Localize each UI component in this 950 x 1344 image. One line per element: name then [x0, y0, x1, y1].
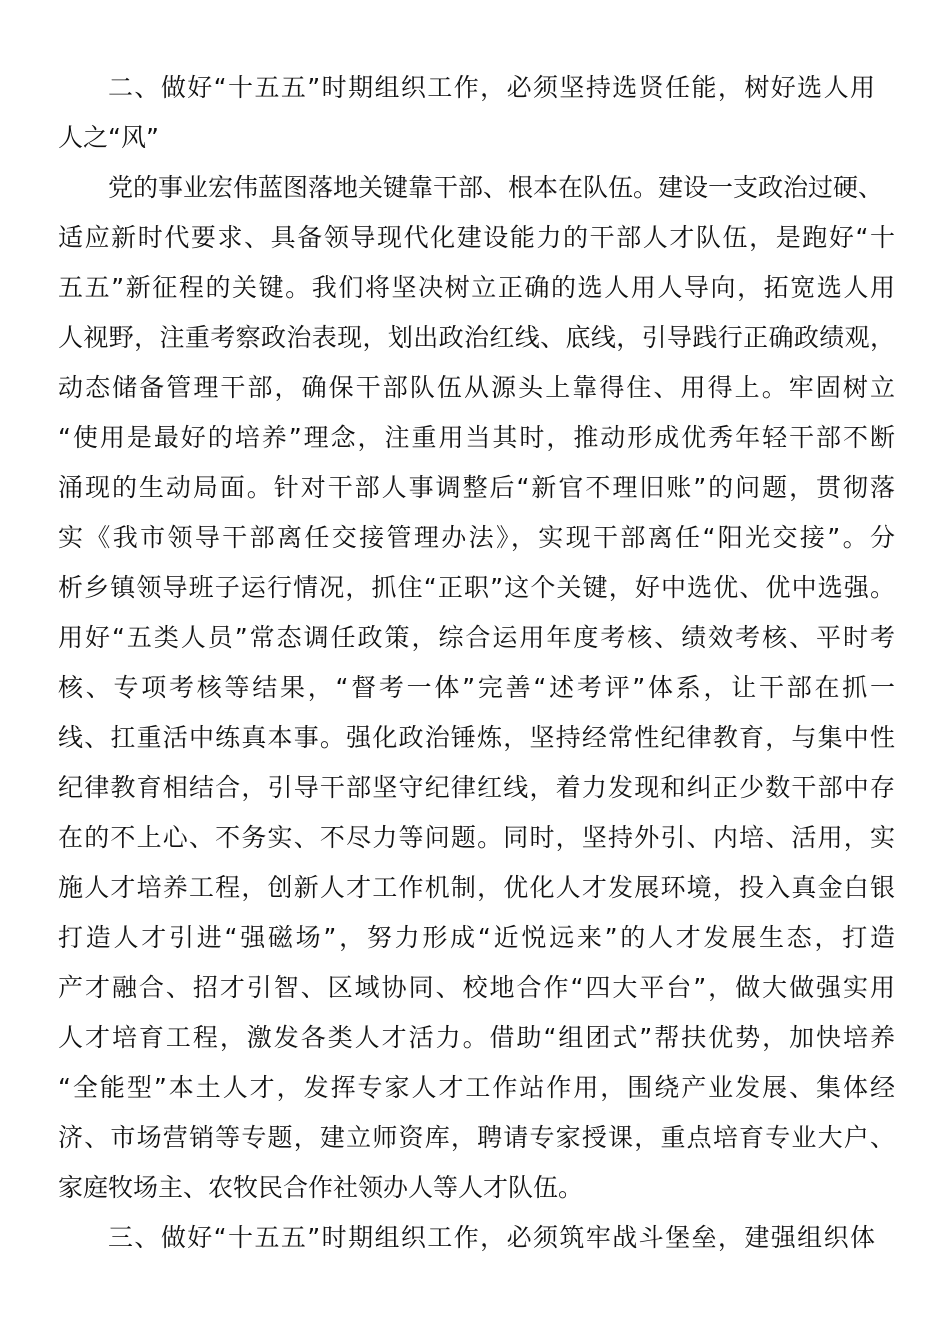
- paragraph-line: 适应新时代要求、具备领导现代化建设能力的干部人才队伍，是跑好“十: [58, 223, 895, 252]
- paragraph-line: 施人才培养工程，创新人才工作机制，优化人才发展环境，投入真金白银: [58, 873, 895, 902]
- paragraph-line: 家庭牧场主、农牧民合作社领办人等人才队伍。: [58, 1173, 584, 1202]
- paragraph-line: 打造人才引进“强磁场”，努力形成“近悦远来”的人才发展生态，打造: [58, 923, 895, 952]
- section-heading-line: 二、做好“十五五”时期组织工作，必须坚持选贤任能，树好选人用: [108, 73, 875, 102]
- paragraph-line: 核、专项考核等结果，“督考一体”完善“述考评”体系，让干部在抓一: [58, 673, 895, 702]
- paragraph-line: 纪律教育相结合，引导干部坚守纪律红线，着力发现和纠正少数干部中存: [58, 773, 895, 802]
- paragraph-line: 析乡镇领导班子运行情况，抓住“正职”这个关键，好中选优、优中选强。: [58, 573, 895, 602]
- paragraph-line: 人视野，注重考察政治表现，划出政治红线、底线，引导践行正确政绩观，: [58, 323, 895, 352]
- paragraph-line: 用好“五类人员”常态调任政策，综合运用年度考核、绩效考核、平时考: [58, 623, 895, 652]
- paragraph-line: 在的不上心、不务实、不尽力等问题。同时，坚持外引、内培、活用，实: [58, 823, 895, 852]
- paragraph-line: 产才融合、招才引智、区域协同、校地合作“四大平台”，做大做强实用: [58, 973, 895, 1002]
- paragraph-line: 线、扛重活中练真本事。强化政治锤炼，坚持经常性纪律教育，与集中性: [58, 723, 895, 752]
- section-heading-line: 人之“风”: [58, 123, 159, 152]
- paragraph-line: 人才培育工程，激发各类人才活力。借助“组团式”帮扶优势，加快培养: [58, 1023, 895, 1052]
- paragraph-line: 党的事业宏伟蓝图落地关键靠干部、根本在队伍。建设一支政治过硬、: [108, 173, 884, 202]
- paragraph-line: 涌现的生动局面。针对干部人事调整后“新官不理旧账”的问题，贯彻落: [58, 473, 895, 502]
- paragraph-line: 济、市场营销等专题，建立师资库，聘请专家授课，重点培育专业大户、: [58, 1123, 895, 1152]
- paragraph-line: “使用是最好的培养”理念，注重用当其时，推动形成优秀年轻干部不断: [58, 423, 895, 452]
- paragraph-line: “全能型”本土人才，发挥专家人才工作站作用，围绕产业发展、集体经: [58, 1073, 895, 1102]
- paragraph-line: 动态储备管理干部，确保干部队伍从源头上靠得住、用得上。牢固树立: [58, 373, 895, 402]
- paragraph-line: 五五”新征程的关键。我们将坚决树立正确的选人用人导向，拓宽选人用: [58, 273, 895, 302]
- section-heading-line: 三、做好“十五五”时期组织工作，必须筑牢战斗堡垒，建强组织体: [108, 1223, 875, 1252]
- paragraph-line: 实《我市领导干部离任交接管理办法》，实现干部离任“阳光交接”。分: [58, 523, 895, 552]
